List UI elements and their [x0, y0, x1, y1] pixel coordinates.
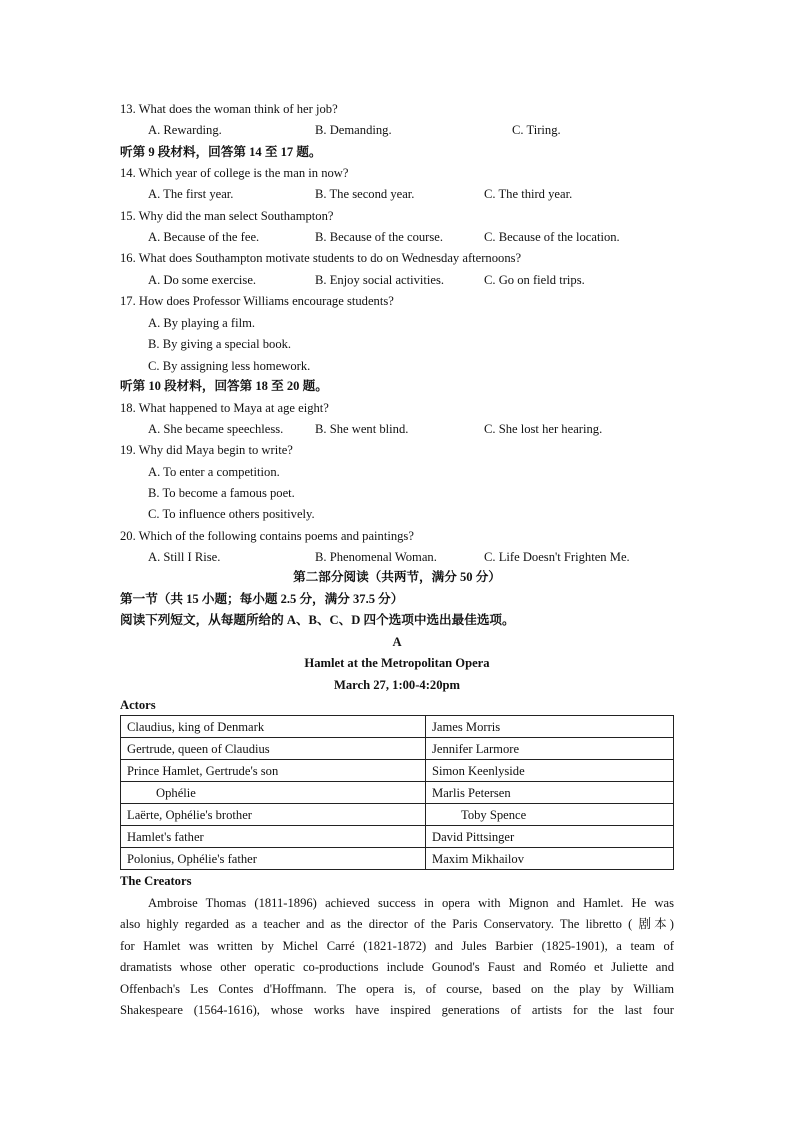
creators-heading: The Creators	[120, 874, 192, 888]
creators-line	[148, 895, 674, 911]
table-row	[121, 760, 674, 782]
reading-instruction: 阅读下列短文，从每题所给的 A、B、C、D 四个选项中选出最佳选项。	[120, 613, 515, 627]
actor-cell: Simon Keenlyside	[426, 760, 674, 782]
question-19: 19. Why did Maya begin to write?	[120, 443, 293, 457]
actors-table	[120, 715, 674, 870]
passage-letter: A	[392, 635, 402, 649]
q13-option-c: C. Tiring.	[512, 123, 561, 137]
q14-option-b: B. The second year.	[315, 187, 415, 201]
q19-option-a: A. To enter a competition.	[148, 465, 280, 479]
creators-line	[120, 938, 674, 954]
q16-option-a: A. Do some exercise.	[148, 273, 257, 287]
role-cell: Polonius, Ophélie's father	[121, 848, 426, 870]
q20-option-b: B. Phenomenal Woman.	[315, 550, 437, 564]
table-row	[121, 716, 674, 738]
actor-cell: Maxim Mikhailov	[426, 848, 674, 870]
actor-cell: James Morris	[426, 716, 674, 738]
question-13: 13. What does the woman think of her job?	[120, 102, 338, 116]
q13-option-b: B. Demanding.	[315, 123, 392, 137]
q16-option-c: C. Go on field trips.	[484, 273, 585, 287]
paragraph-line: Shakespeare (1564-1616), whose works have inspired generations of artists for the last four	[120, 1003, 674, 1017]
q19-option-b: B. To become a famous poet.	[148, 486, 295, 500]
q16-option-b: B. Enjoy social activities.	[315, 273, 445, 287]
q18-option-c: C. She lost her hearing.	[484, 422, 603, 436]
q17-option-c: C. By assigning less homework.	[148, 359, 311, 373]
table-row	[121, 782, 674, 804]
question-16: 16. What does Southampton motivate students to do on Wednesday afternoons?	[120, 251, 522, 265]
q18-option-a: A. She became speechless.	[148, 422, 284, 436]
creators-line	[120, 981, 674, 997]
question-15: 15. Why did the man select Southampton?	[120, 209, 334, 223]
question-14: 14. Which year of college is the man in now?	[120, 166, 349, 180]
question-17: 17. How does Professor Williams encourage students?	[120, 294, 394, 308]
paragraph-line: Ambroise Thomas (1811-1896) achieved success in opera with Mignon and Hamlet. He was	[148, 896, 674, 910]
paragraph-line: also highly regarded as a teacher and as the director of the Paris Conservatory. The libretto ( 剧本)	[120, 917, 674, 931]
role-cell: Ophélie	[121, 782, 426, 804]
section-one-title: 第一节（共 15 小题；每小题 2.5 分，满分 37.5 分）	[120, 592, 404, 606]
role-cell: Hamlet's father	[121, 826, 426, 848]
creators-line	[120, 1002, 674, 1018]
q17-option-a: A. By playing a film.	[148, 316, 256, 330]
actor-cell: David Pittsinger	[426, 826, 674, 848]
table-row	[121, 804, 674, 826]
q13-option-a: A. Rewarding.	[148, 123, 222, 137]
q15-option-b: B. Because of the course.	[315, 230, 443, 244]
creators-line	[120, 916, 674, 932]
q17-option-b: B. By giving a special book.	[148, 337, 292, 351]
q18-option-b: B. She went blind.	[315, 422, 409, 436]
table-row	[121, 848, 674, 870]
q15-option-c: C. Because of the location.	[484, 230, 620, 244]
paragraph-line: dramatists whose other operatic co-productions include Gounod's Faust and Roméo et Juliette and	[120, 960, 674, 974]
table-row	[121, 738, 674, 760]
q15-option-a: A. Because of the fee.	[148, 230, 260, 244]
actors-heading: Actors	[120, 698, 156, 712]
role-cell: Laërte, Ophélie's brother	[121, 804, 426, 826]
role-cell: Gertrude, queen of Claudius	[121, 738, 426, 760]
paragraph-line: Offenbach's Les Contes d'Hoffmann. The opera is, of course, based on the play by William	[120, 982, 674, 996]
q19-option-c: C. To influence others positively.	[148, 507, 315, 521]
actor-cell: Toby Spence	[426, 804, 674, 826]
q20-option-a: A. Still I Rise.	[148, 550, 221, 564]
q14-option-c: C. The third year.	[484, 187, 573, 201]
section-9-instruction: 听第 9 段材料，回答第 14 至 17 题。	[120, 145, 322, 159]
table-row	[121, 826, 674, 848]
q20-option-c: C. Life Doesn't Frighten Me.	[484, 550, 630, 564]
paragraph-line: for Hamlet was written by Michel Carré (1821-1872) and Jules Barbier (1825-1901), a team of	[120, 939, 674, 953]
part-two-title: 第二部分阅读（共两节，满分 50 分）	[293, 570, 501, 584]
section-10-instruction: 听第 10 段材料，回答第 18 至 20 题。	[120, 379, 328, 393]
creators-line	[120, 959, 674, 975]
question-18: 18. What happened to Maya at age eight?	[120, 401, 329, 415]
role-cell: Prince Hamlet, Gertrude's son	[121, 760, 426, 782]
passage-title: Hamlet at the Metropolitan Opera	[304, 656, 490, 670]
q14-option-a: A. The first year.	[148, 187, 234, 201]
performance-date: March 27, 1:00-4:20pm	[333, 678, 461, 692]
role-cell: Claudius, king of Denmark	[121, 716, 426, 738]
actor-cell: Marlis Petersen	[426, 782, 674, 804]
question-20: 20. Which of the following contains poems and paintings?	[120, 529, 414, 543]
actor-cell: Jennifer Larmore	[426, 738, 674, 760]
